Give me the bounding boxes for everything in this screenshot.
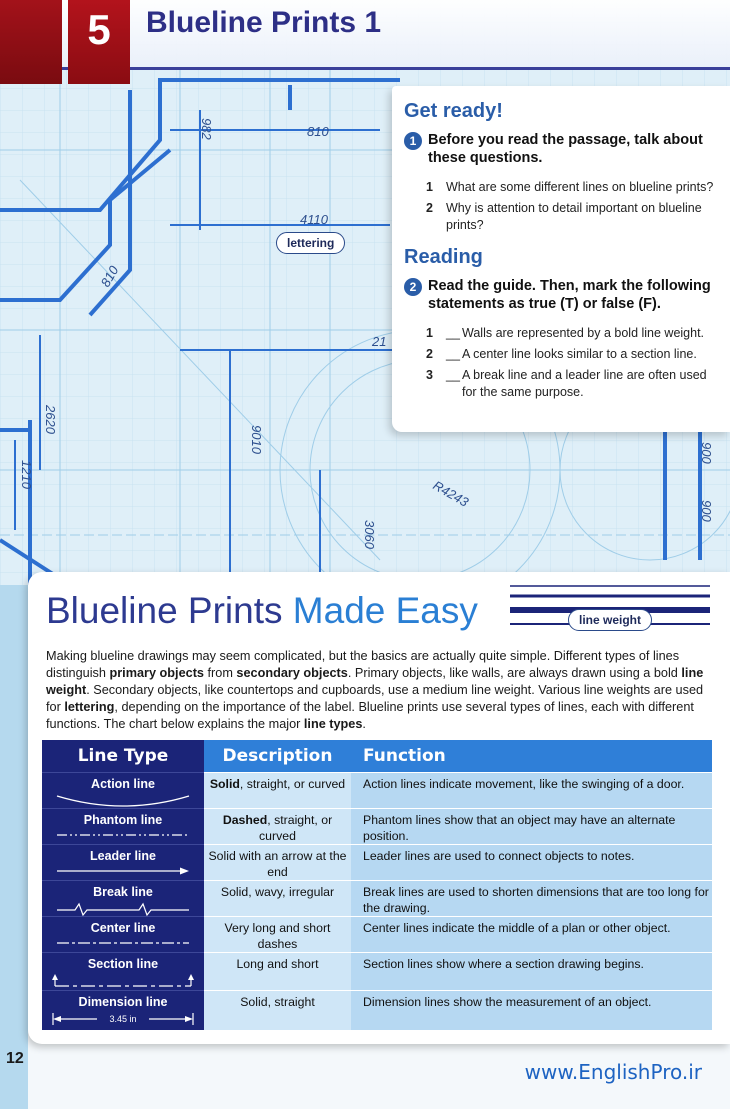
answer-blank[interactable]: __ (446, 368, 460, 382)
statement-item (426, 367, 720, 401)
description-cell (204, 880, 351, 916)
guide-body-paragraph (46, 648, 716, 733)
center-line-sample-icon (53, 938, 193, 948)
term-line-types: line types (303, 717, 363, 731)
phantom-line-sample-icon (53, 830, 193, 840)
header-line-type: Line Type (42, 740, 204, 772)
line-type-cell (42, 808, 204, 844)
description-text: Solid with an arrow at the end (208, 848, 347, 879)
lettering-badge: lettering (276, 232, 345, 254)
reading-instruction (404, 277, 720, 313)
statement-number: 2 (426, 347, 433, 361)
description-cell (204, 952, 351, 990)
header-function: Function (351, 740, 712, 772)
guide-title (46, 590, 478, 632)
question-text: Why is attention to detail important on blueline prints? (446, 201, 702, 232)
question-item (426, 179, 720, 196)
statement-text: A center line looks similar to a section line. (462, 347, 697, 361)
answer-blank[interactable]: __ (446, 326, 460, 340)
line-type-name: Section line (87, 956, 159, 971)
description-text: Solid, straight (240, 994, 315, 1009)
section-line-sample-icon (49, 974, 197, 990)
dim-label: 900 (699, 442, 714, 464)
dim-label: 21 (372, 334, 387, 349)
line-type-cell (42, 880, 204, 916)
statement-list (426, 325, 720, 401)
get-ready-instruction (404, 131, 720, 167)
table-row (42, 990, 712, 1030)
line-type-cell (42, 990, 204, 1030)
instruction-text: Before you read the passage, talk about these questions. (428, 132, 703, 166)
description-bold: Dashed (222, 812, 268, 827)
header-description: Description (204, 740, 351, 772)
term-secondary-objects: secondary objects (236, 666, 348, 680)
answer-blank[interactable]: __ (446, 347, 460, 361)
unit-tab-decoration (0, 0, 62, 84)
description-text: Long and short (236, 956, 319, 971)
description-text: Very long and short dashes (224, 920, 331, 951)
guide-title-accent: Made Easy (292, 590, 478, 631)
dimension-line-sample-icon (49, 1012, 197, 1026)
body-text: . Secondary objects, like countertops and cupboards, use a medium line weight. Various line weights are used for (46, 683, 704, 714)
statement-number: 3 (426, 368, 433, 382)
action-line-sample-icon (53, 794, 193, 808)
reading-heading: Reading (404, 246, 483, 268)
question-list (426, 179, 720, 234)
description-cell (204, 916, 351, 952)
table-row (42, 844, 712, 880)
dim-label: 4110 (300, 212, 328, 227)
guide-panel (28, 572, 730, 1044)
line-type-name: Dimension line (78, 994, 168, 1009)
table-header-row (42, 740, 712, 772)
tasks-card (392, 86, 730, 432)
instruction-text: Read the guide. Then, mark the following statements as true (T) or false (F). (428, 278, 711, 312)
term-lettering: lettering (64, 700, 115, 714)
line-type-name: Break line (93, 884, 153, 899)
line-type-name: Center line (90, 920, 156, 935)
dim-label: 900 (699, 500, 714, 522)
dim-label: R4243 (430, 477, 472, 510)
function-cell: Action lines indicate movement, like the swinging of a door. (351, 772, 712, 808)
body-text: . Primary objects, like walls, are always drawn using a bold (347, 666, 682, 680)
line-types-table (42, 740, 712, 1030)
line-type-cell (42, 952, 204, 990)
dim-label: 3060 (362, 520, 377, 549)
description-cell (204, 808, 351, 844)
function-cell: Break lines are used to shorten dimensions that are too long for the drawing. (351, 880, 712, 916)
line-weight-badge: line weight (568, 609, 652, 631)
table-row (42, 952, 712, 990)
line-type-cell (42, 916, 204, 952)
term-line-weight: line weight (46, 666, 704, 697)
dim-label: 2620 (43, 405, 58, 434)
statement-text: A break line and a leader line are often used for the same purpose. (462, 368, 707, 399)
line-type-name: Leader line (90, 848, 156, 863)
question-text: What are some different lines on blueline prints? (446, 180, 714, 194)
statement-item (426, 346, 720, 363)
table-row (42, 880, 712, 916)
guide-title-main: Blueline Prints (46, 590, 293, 631)
statement-text: Walls are represented by a bold line weight. (462, 326, 705, 340)
line-type-cell (42, 772, 204, 808)
description-cell (204, 990, 351, 1030)
term-primary-objects: primary objects (109, 666, 204, 680)
description-cell (204, 844, 351, 880)
function-cell: Center lines indicate the middle of a plan or other object. (351, 916, 712, 952)
dim-label: 9010 (249, 425, 264, 454)
function-cell: Section lines show where a section drawing begins. (351, 952, 712, 990)
question-number: 1 (426, 180, 433, 194)
page-number: 12 (6, 1050, 24, 1067)
unit-number-tab: 5 (68, 0, 130, 84)
description-text: , straight, or curved (259, 812, 333, 843)
dim-label: 1210 (19, 460, 34, 489)
leader-line-sample-icon (53, 866, 193, 876)
table-row (42, 916, 712, 952)
description-bold: Solid (209, 776, 240, 791)
body-text: from (203, 666, 237, 680)
table-row (42, 772, 712, 808)
page-edge-strip (0, 585, 28, 1109)
dim-label: 810 (307, 124, 329, 139)
function-cell: Dimension lines show the measurement of an object. (351, 990, 712, 1030)
break-line-sample-icon (53, 902, 193, 916)
statement-number: 1 (426, 326, 433, 340)
get-ready-heading: Get ready! (404, 100, 503, 122)
body-text: , depending on the importance of the label. Blueline prints use several types of lines, each with different functions. The chart below explains the major (46, 700, 694, 731)
table-row (42, 808, 712, 844)
function-cell: Leader lines are used to connect objects to notes. (351, 844, 712, 880)
question-number: 2 (426, 201, 433, 215)
body-text: . (362, 717, 366, 731)
statement-item (426, 325, 720, 342)
dim-label: 982 (199, 118, 214, 140)
line-type-name: Action line (91, 776, 155, 791)
dimension-sample-label: 3.45 in (109, 1013, 137, 1024)
body-text: Making blueline drawings may seem complicated, but the basics are actually quite simple. Different types of lines distinguish (46, 649, 680, 680)
description-text: Solid, wavy, irregular (220, 884, 335, 899)
line-type-cell (42, 844, 204, 880)
question-item (426, 200, 720, 234)
dim-label: 810 (97, 263, 122, 290)
function-cell: Phantom lines show that an object may have an alternate position. (351, 808, 712, 844)
description-cell (204, 772, 351, 808)
number-circle-icon: 1 (404, 132, 422, 150)
description-text: , straight, or curved (239, 776, 346, 791)
site-url-link[interactable]: www.EnglishPro.ir (524, 1060, 702, 1084)
number-circle-icon: 2 (404, 278, 422, 296)
unit-title: Blueline Prints 1 (146, 6, 382, 39)
line-type-name: Phantom line (83, 812, 163, 827)
